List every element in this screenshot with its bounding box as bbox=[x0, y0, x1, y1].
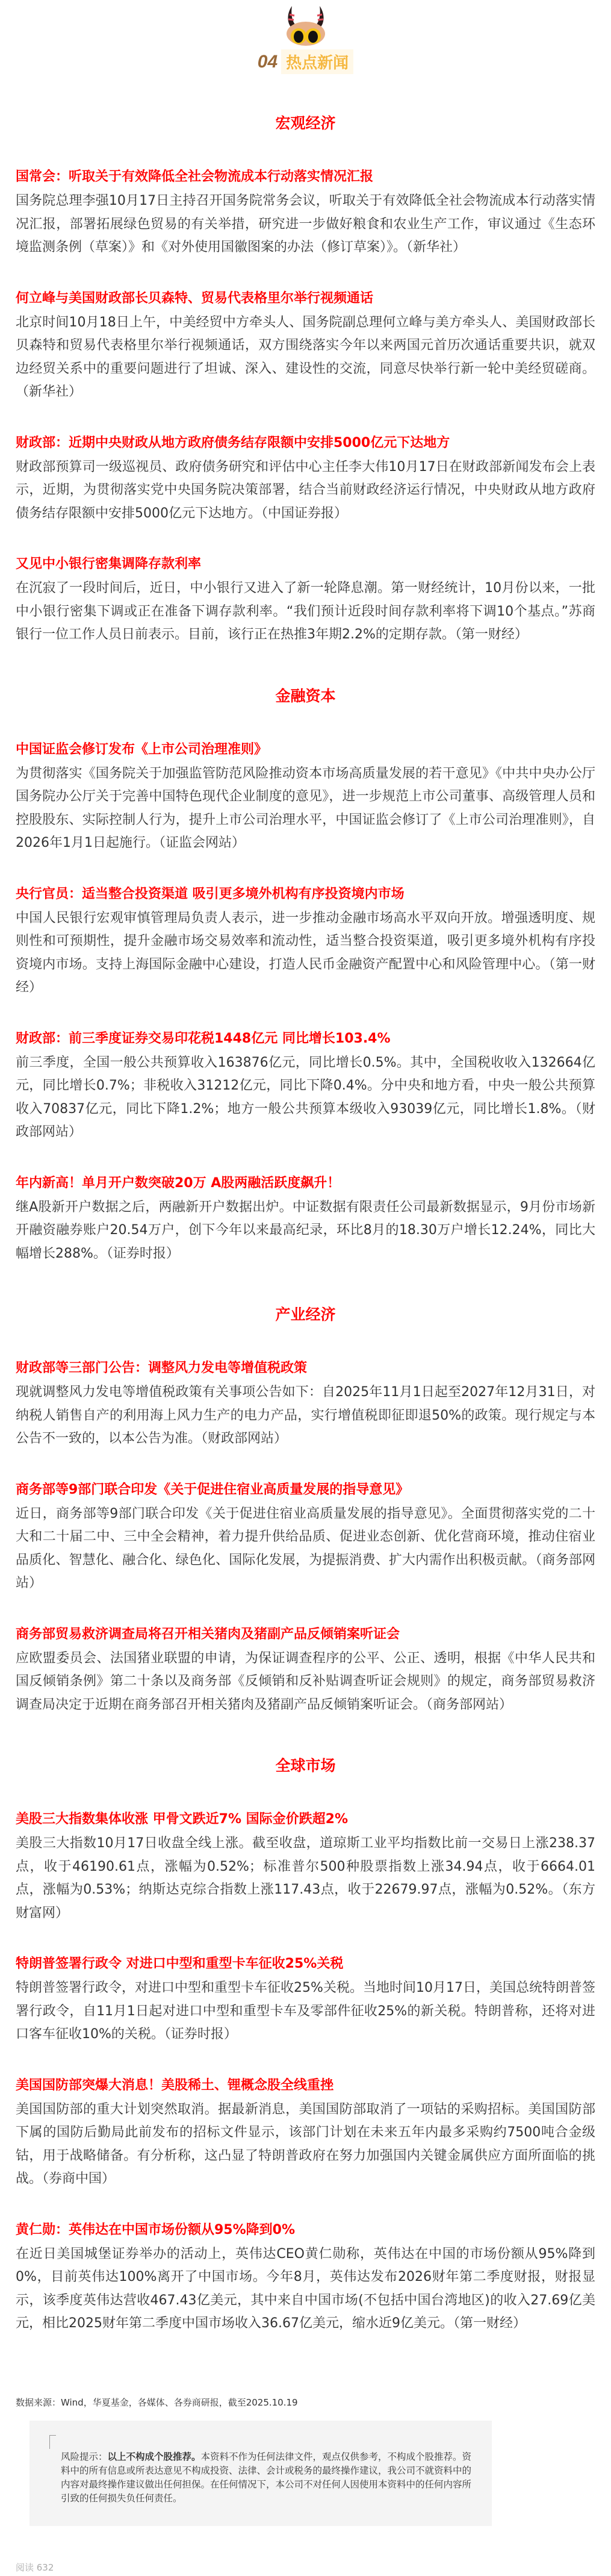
disclaimer-body: 本资料不作为任何法律文件，观点仅供参考，不构成个股推荐。资料中的所有信息或所表达意见不构成投资、法律、会计或税务的最终操作建议，我公司不就资料中的内容对最终操作建议做出任何担保。在任何情况下，本公司不对任何人因使用本资料中的任何内容所引致的任何损失负任何责任。 bbox=[61, 2451, 472, 2504]
news-item bbox=[16, 1173, 595, 1266]
news-item bbox=[16, 1358, 595, 1451]
chapter-heading bbox=[16, 49, 595, 74]
news-item bbox=[16, 554, 595, 647]
news-body: 在沉寂了一段时间后，近日，中小银行又进入了新一轮降息潮。第一财经统计，10月份以来，一批中小银行密集下调或正在准备下调存款利率。“我们预计近段时间存款利率将下调10个基点。”苏商银行一位工作人员日前表示。目前，该行正在热推3年期2.2%的定期存款。（第一财经） bbox=[16, 581, 595, 642]
news-body: 国务院总理李强10月17日主持召开国务院常务会议，听取关于有效降低全社会物流成本行动落实情况汇报，部署拓展绿色贸易的有关举措，研究进一步做好粮食和农业生产工作，审议通过《生态环境监测条例（草案）》和《对外使用国徽图案的办法（修订草案）》。（新华社） bbox=[16, 193, 595, 255]
news-item bbox=[16, 1954, 595, 2047]
news-body: 在近日美国城堡证券举办的活动上，英伟达CEO黄仁勋称，英伟达在中国的市场份额从95%降到0%，目前英伟达100%离开了中国市场。今年8月，英伟达发布2026财年第二季度财报，财报显示，该季度英伟达营收467.43亿美元，其中来自中国市场(不包括中国台湾地区)的收入27.69亿美元，相比2025财年第二季度中国市场收入36.67亿美元，缩水近9亿美元。（第一财经） bbox=[16, 2246, 595, 2331]
news-body: 美股三大指数10月17日收盘全线上涨。截至收盘，道琼斯工业平均指数比前一交易日上涨238.37点，收于46190.61点，涨幅为0.52%；标准普尔500种股票指数上涨34.94点，收于6664.01点，涨幅为0.53%；纳斯达克综合指数上涨117.43点，收于22679.97点，涨幅为0.52%。（东方财富网） bbox=[16, 1836, 595, 1921]
news-headline: 美股三大指数集体收涨 甲骨文跌近7% 国际金价跌超2% bbox=[16, 1812, 349, 1827]
news-headline: 商务部等9部门联合印发《关于促进住宿业高质量发展的指导意见》 bbox=[16, 1482, 409, 1497]
news-item bbox=[16, 1029, 595, 1144]
news-body: 继A股新开户数据之后，两融新开户数据出炉。中证数据有限责任公司最新数据显示，9月份市场新开融资融券账户20.54万户，创下今年以来最高纪录，环比8月的18.30万户增长12.24%，同比大幅增长288%。（证券时报） bbox=[16, 1199, 595, 1261]
news-item bbox=[16, 1809, 595, 1925]
news-body: 特朗普签署行政令，对进口中型和重型卡车征收25%关税。当地时间10月17日，美国总统特朗普签署行政令，自11月1日起对进口中型和重型卡车及零部件征收25%的新关税。特朗普称，还将对进口客车征收10%的关税。（证券时报） bbox=[16, 1980, 595, 2042]
chapter-number: 04 bbox=[257, 51, 278, 72]
news-headline: 中国证监会修订发布《上市公司治理准则》 bbox=[16, 741, 268, 757]
section-title: 产业经济 bbox=[275, 1306, 336, 1323]
news-headline: 财政部：前三季度证券交易印花税1448亿元 同比增长103.4% bbox=[16, 1031, 391, 1046]
section-title: 全球市场 bbox=[275, 1757, 336, 1774]
news-body: 北京时间10月18日上午，中美经贸中方牵头人、国务院副总理何立峰与美方牵头人、美国财政部长贝森特和贸易代表格里尔举行视频通话，双方围绕落实今年以来两国元首历次通话重要共识，就双边经贸关系中的重要问题进行了坦诚、深入、建设性的交流，同意尽快举行新一轮中美经贸磋商。（新华社） bbox=[16, 314, 595, 399]
news-sections bbox=[16, 111, 595, 2336]
section-title: 金融资本 bbox=[275, 687, 336, 705]
news-headline: 又见中小银行密集调降存款利率 bbox=[16, 557, 202, 572]
bull-head-logo-icon bbox=[16, 0, 595, 46]
disclaimer-bold: 以上不构成个股推荐。 bbox=[107, 2451, 201, 2462]
news-body: 财政部预算司一级巡视员、政府债务研究和评估中心主任李大伟10月17日在财政部新闻发布会上表示，近期，为贯彻落实党中央国务院决策部署，结合当前财政经济运行情况，中央财政从地方政府债务结存限额中安排5000亿元下达地方。（中国证券报） bbox=[16, 459, 595, 521]
risk-disclaimer-text bbox=[61, 2450, 474, 2506]
news-headline: 年内新高！单月开户数突破20万 A股两融活跃度飙升！ bbox=[16, 1175, 341, 1191]
news-item bbox=[16, 2220, 595, 2336]
news-item bbox=[16, 288, 595, 404]
disclaimer-label: 风险提示： bbox=[61, 2451, 108, 2462]
news-headline: 财政部：近期中央财政从地方政府债务结存限额中安排5000亿元下达地方 bbox=[16, 435, 450, 451]
news-body: 美国国防部的重大计划突然取消。据最新消息，美国国防部取消了一项钴的采购招标。美国国防部下属的国防后勤局此前发布的招标文件显示，该部门计划在未来五年内最多采购约7500吨合金级钴，用于战略储备。有分析称，这凸显了特朗普政府在努力加强国内关键金属供应方面所面临的挑战。（券商中国） bbox=[16, 2101, 595, 2186]
news-item bbox=[16, 740, 595, 855]
chapter-title: 热点新闻 bbox=[281, 49, 353, 74]
news-item bbox=[16, 1624, 595, 1717]
news-item bbox=[16, 167, 595, 260]
news-item bbox=[16, 1480, 595, 1595]
news-body: 前三季度，全国一般公共预算收入163876亿元，同比增长0.5%。其中，全国税收收入132664亿元，同比增长0.7%；非税收入31212亿元，同比下降0.4%。分中央和地方看，中央一般公共预算收入70837亿元，同比下降1.2%；地方一般公共预算本级收入93039亿元，同比增长1.8%。（财政部网站） bbox=[16, 1055, 595, 1140]
section-title: 宏观经济 bbox=[275, 114, 336, 132]
news-headline: 何立峰与美国财政部长贝森特、贸易代表格里尔举行视频通话 bbox=[16, 290, 374, 306]
news-headline: 美国国防部突爆大消息！美股稀土、锂概念股全线重挫 bbox=[16, 2077, 334, 2093]
news-headline: 央行官员：适当整合投资渠道 吸引更多境外机构有序投资境内市场 bbox=[16, 886, 405, 902]
news-body: 为贯彻落实《国务院关于加强监管防范风险推动资本市场高质量发展的若干意见》《中共中央办公厅国务院办公厅关于完善中国特色现代企业制度的意见》，进一步规范上市公司董事、高级管理人员和控股股东、实际控制人行为，提升上市公司治理水平，中国证监会修订了《上市公司治理准则》，自2026年1月1日起施行。（证监会网站） bbox=[16, 766, 595, 850]
quote-corner-icon bbox=[49, 2435, 56, 2449]
news-body: 中国人民银行宏观审慎管理局负责人表示，进一步推动金融市场高水平双向开放。增强透明度、规则性和可预期性，提升金融市场交易效率和流动性，适当整合投资渠道，吸引更多境外机构有序投资境内市场。支持上海国际金融中心建设，打造人民币金融资产配置中心和风险管理中心。（第一财经） bbox=[16, 910, 595, 995]
news-body: 应欧盟委员会、法国猪业联盟的申请，为保证调查程序的公平、公正、透明，根据《中华人民共和国反倾销条例》第二十条以及商务部《反倾销和反补贴调查听证会规则》的规定，商务部贸易救济调查局决定于近期在商务部召开相关猪肉及猪副产品反倾销案听证会。（商务部网站） bbox=[16, 1650, 595, 1712]
data-source-note: 数据来源：Wind，华夏基金，各媒体、各券商研报，截至2025.10.19 bbox=[16, 2397, 298, 2408]
news-item bbox=[16, 433, 595, 526]
news-headline: 财政部等三部门公告：调整风力发电等增值税政策 bbox=[16, 1361, 308, 1376]
news-item bbox=[16, 884, 595, 1000]
news-headline: 国常会：听取关于有效降低全社会物流成本行动落实情况汇报 bbox=[16, 169, 374, 184]
news-headline: 黄仁勋：英伟达在中国市场份额从95%降到0% bbox=[16, 2222, 296, 2238]
news-headline: 商务部贸易救济调查局将召开相关猪肉及猪副产品反倾销案听证会 bbox=[16, 1626, 400, 1642]
news-body: 现就调整风力发电等增值税政策有关事项公告如下：自2025年11月1日起至2027年12月31日，对纳税人销售自产的利用海上风力生产的电力产品，实行增值税即征即退50%的政策。现行规定与本公告不一致的，以本公告为准。（财政部网站） bbox=[16, 1385, 595, 1446]
news-item bbox=[16, 2075, 595, 2191]
risk-disclaimer-box bbox=[29, 2421, 492, 2526]
news-headline: 特朗普签署行政令 对进口中型和重型卡车征收25%关税 bbox=[16, 1956, 344, 1971]
news-body: 近日，商务部等9部门联合印发《关于促进住宿业高质量发展的指导意见》。全面贯彻落实党的二十大和二十届二中、三中全会精神，着力提升供给品质、促进业态创新、优化营商环境，推动住宿业品质化、智慧化、融合化、绿色化、国际化发展，为提振消费、扩大内需作出积极贡献。（商务部网站） bbox=[16, 1506, 595, 1591]
read-count: 阅读 632 bbox=[16, 2562, 54, 2573]
